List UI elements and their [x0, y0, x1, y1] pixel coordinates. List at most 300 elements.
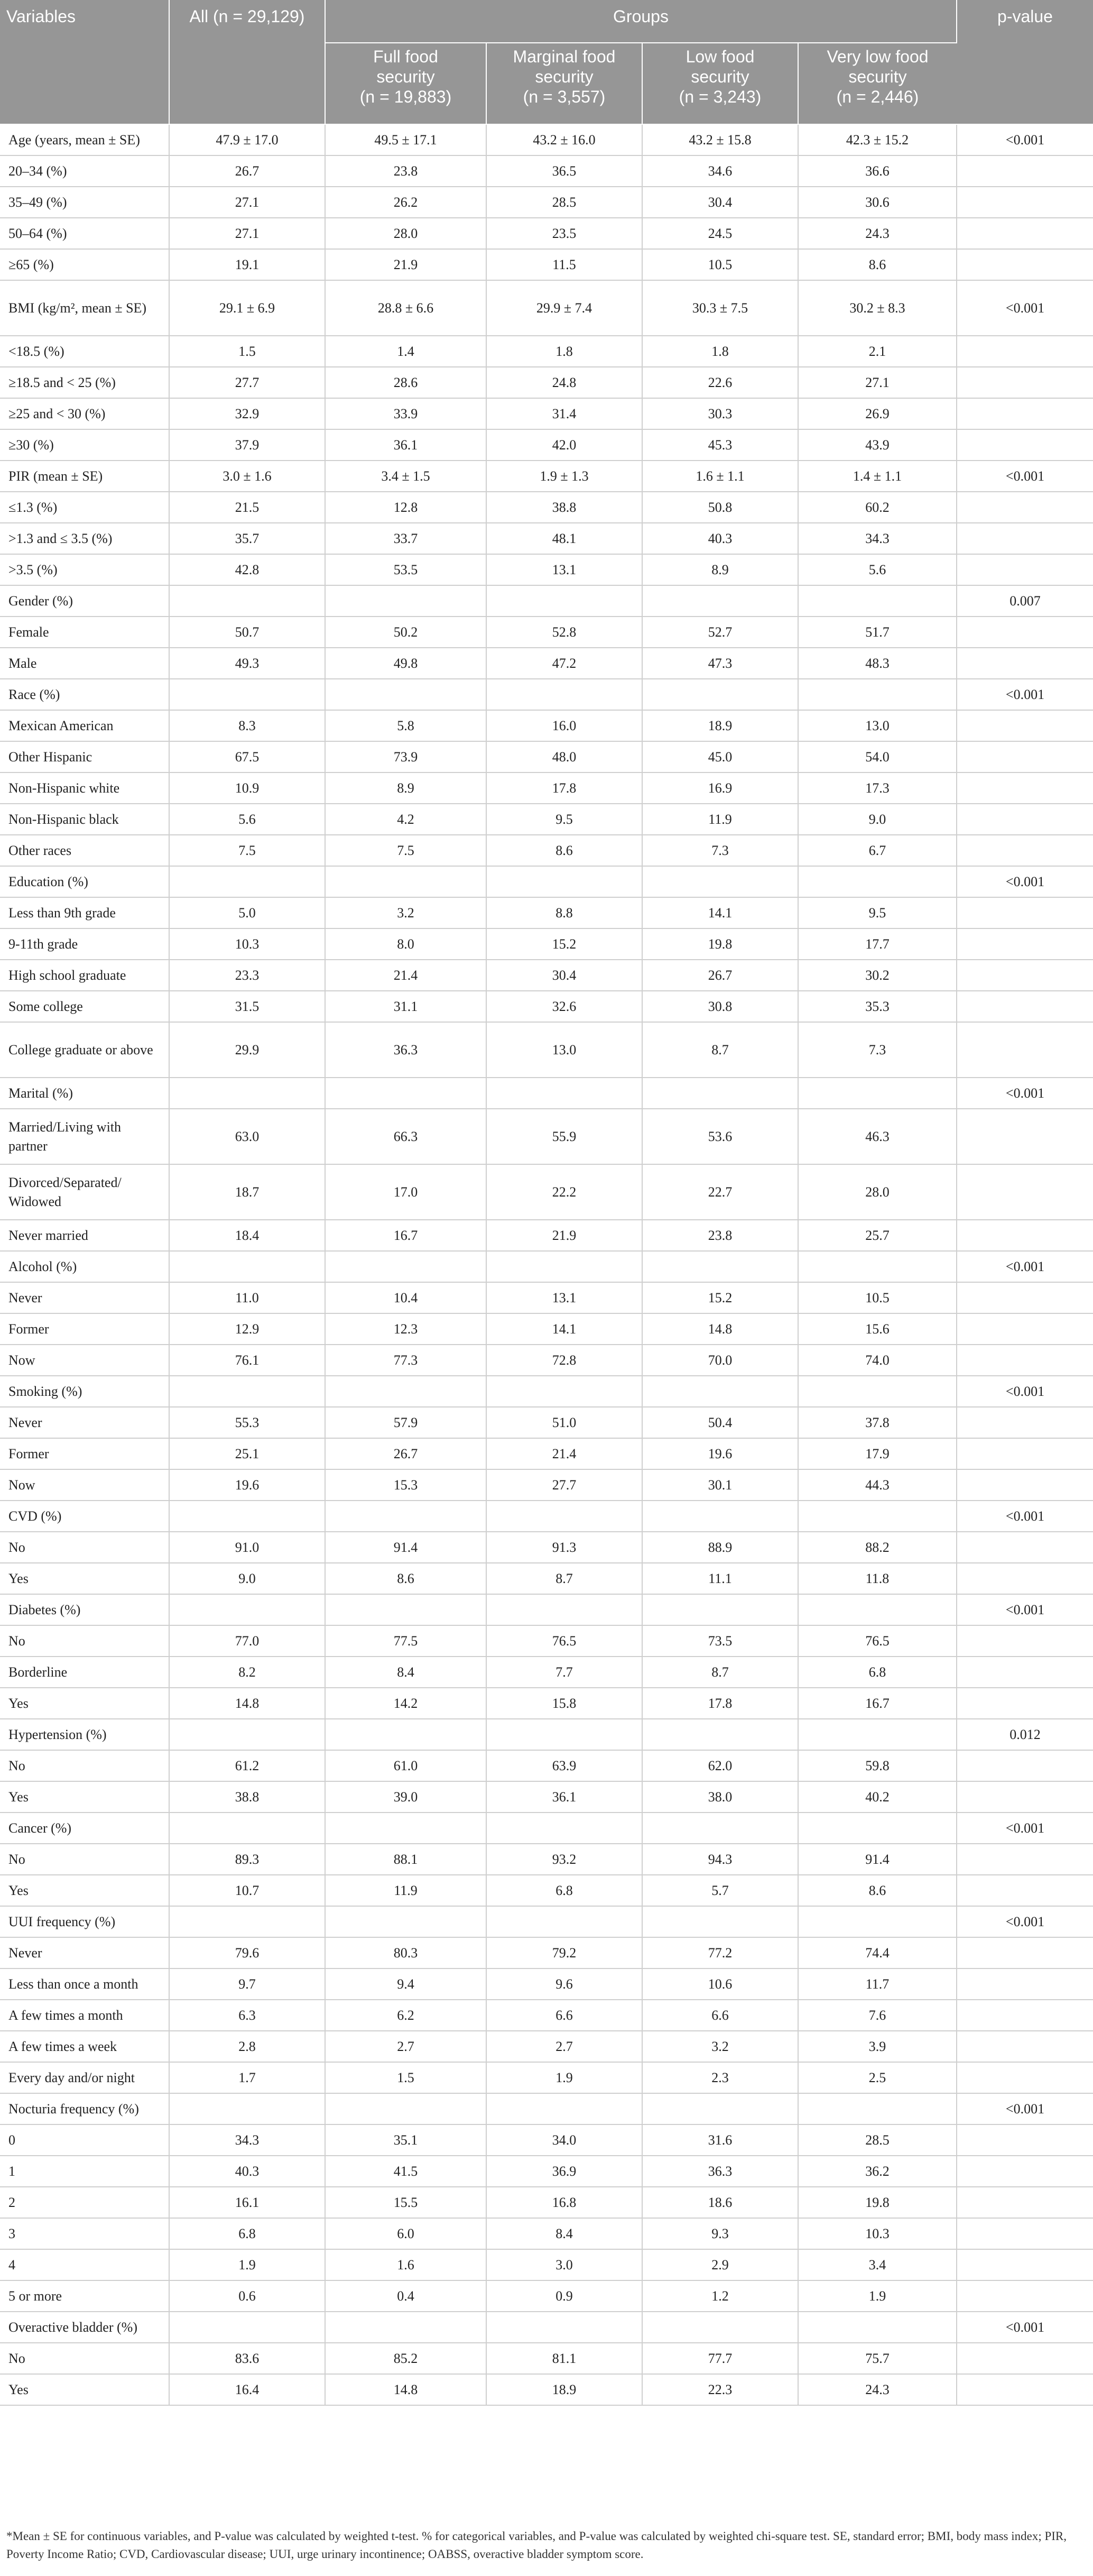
- cell-very-low: 30.2: [798, 960, 957, 991]
- cell-very-low: 26.9: [798, 398, 957, 429]
- row-label: Less than once a month: [0, 1968, 169, 2000]
- cell-very-low: 37.8: [798, 1407, 957, 1438]
- row-label: High school graduate: [0, 960, 169, 991]
- row-label: Smoking (%): [0, 1376, 169, 1407]
- cell-low: [642, 1251, 798, 1282]
- header-verylow-line1: Very low food: [827, 47, 929, 66]
- table-row: [0, 2312, 1093, 2343]
- cell-full: [325, 2312, 486, 2343]
- cell-full: 57.9: [325, 1407, 486, 1438]
- cell-marginal: 79.2: [486, 1937, 642, 1968]
- cell-very-low: 60.2: [798, 492, 957, 523]
- cell-low: 40.3: [642, 523, 798, 554]
- cell-full: 1.4: [325, 336, 486, 367]
- cell-low: 22.7: [642, 1164, 798, 1220]
- cell-marginal: 21.9: [486, 1220, 642, 1251]
- cell-all: [169, 1078, 325, 1109]
- cell-marginal: 76.5: [486, 1625, 642, 1657]
- cell-all: 16.1: [169, 2187, 325, 2218]
- row-label: 0: [0, 2124, 169, 2156]
- row-label: ≥65 (%): [0, 249, 169, 280]
- cell-very-low: 24.3: [798, 218, 957, 249]
- cell-all: 40.3: [169, 2156, 325, 2187]
- cell-marginal: 6.6: [486, 2000, 642, 2031]
- row-label: PIR (mean ± SE): [0, 461, 169, 492]
- cell-marginal: [486, 585, 642, 617]
- cell-very-low: 91.4: [798, 1844, 957, 1875]
- cell-very-low: 9.5: [798, 897, 957, 928]
- cell-all: 42.8: [169, 554, 325, 585]
- cell-p-value: [957, 1282, 1093, 1313]
- row-label: Age (years, mean ± SE): [0, 124, 169, 155]
- header-low-line1: Low food: [686, 47, 755, 66]
- cell-marginal: [486, 1594, 642, 1625]
- cell-full: 53.5: [325, 554, 486, 585]
- cell-full: 0.4: [325, 2280, 486, 2312]
- cell-very-low: 46.3: [798, 1109, 957, 1164]
- cell-p-value: [957, 2062, 1093, 2093]
- cell-p-value: [957, 523, 1093, 554]
- cell-very-low: 76.5: [798, 1625, 957, 1657]
- cell-all: 37.9: [169, 429, 325, 461]
- cell-p-value: <0.001: [957, 2093, 1093, 2124]
- table-row: [0, 2093, 1093, 2124]
- cell-all: 19.6: [169, 1469, 325, 1501]
- table-row: [0, 1078, 1093, 1109]
- row-label: Yes: [0, 1875, 169, 1906]
- cell-p-value: [957, 1532, 1093, 1563]
- cell-p-value: [957, 835, 1093, 866]
- table-row: [0, 1813, 1093, 1844]
- cell-marginal: 13.1: [486, 1282, 642, 1313]
- cell-full: 3.2: [325, 897, 486, 928]
- table-row: [0, 2031, 1093, 2062]
- cell-very-low: 27.1: [798, 367, 957, 398]
- cell-full: 7.5: [325, 835, 486, 866]
- cell-all: 55.3: [169, 1407, 325, 1438]
- cell-low: 43.2 ± 15.8: [642, 124, 798, 155]
- cell-all: [169, 1251, 325, 1282]
- header-marginal-food-security: [486, 43, 642, 124]
- cell-p-value: [957, 187, 1093, 218]
- table-row: [0, 367, 1093, 398]
- cell-all: 10.3: [169, 928, 325, 960]
- header-groups: Groups: [325, 0, 957, 43]
- cell-full: 31.1: [325, 991, 486, 1022]
- cell-p-value: [957, 1937, 1093, 1968]
- table-row: [0, 2374, 1093, 2405]
- table-row: [0, 1781, 1093, 1813]
- cell-all: 10.9: [169, 772, 325, 804]
- cell-low: [642, 679, 798, 710]
- cell-p-value: [957, 804, 1093, 835]
- cell-very-low: 25.7: [798, 1220, 957, 1251]
- cell-marginal: [486, 1251, 642, 1282]
- row-label: Cancer (%): [0, 1813, 169, 1844]
- cell-marginal: [486, 1501, 642, 1532]
- cell-p-value: [957, 772, 1093, 804]
- cell-p-value: [957, 928, 1093, 960]
- cell-very-low: 36.2: [798, 2156, 957, 2187]
- row-label: Never married: [0, 1220, 169, 1251]
- cell-very-low: [798, 1251, 957, 1282]
- row-label: Yes: [0, 1563, 169, 1594]
- cell-very-low: 2.1: [798, 336, 957, 367]
- cell-full: 5.8: [325, 710, 486, 741]
- cell-full: 23.8: [325, 155, 486, 187]
- row-label: BMI (kg/m², mean ± SE): [0, 280, 169, 336]
- cell-marginal: 8.8: [486, 897, 642, 928]
- cell-p-value: [957, 429, 1093, 461]
- table-row: [0, 155, 1093, 187]
- cell-low: 50.8: [642, 492, 798, 523]
- table-row: [0, 679, 1093, 710]
- cell-p-value: [957, 1781, 1093, 1813]
- cell-p-value: 0.007: [957, 585, 1093, 617]
- cell-very-low: 74.4: [798, 1937, 957, 1968]
- cell-all: 27.7: [169, 367, 325, 398]
- cell-p-value: [957, 367, 1093, 398]
- table-row: [0, 1501, 1093, 1532]
- cell-low: 47.3: [642, 648, 798, 679]
- cell-low: 1.6 ± 1.1: [642, 461, 798, 492]
- table-row: [0, 218, 1093, 249]
- table-row: [0, 1594, 1093, 1625]
- cell-marginal: 21.4: [486, 1438, 642, 1469]
- cell-very-low: 8.6: [798, 1875, 957, 1906]
- cell-p-value: [957, 336, 1093, 367]
- row-label: Hypertension (%): [0, 1719, 169, 1750]
- cell-marginal: [486, 866, 642, 897]
- cell-p-value: [957, 1844, 1093, 1875]
- cell-full: [325, 1813, 486, 1844]
- cell-marginal: [486, 1906, 642, 1937]
- table-row: [0, 2062, 1093, 2093]
- cell-very-low: 24.3: [798, 2374, 957, 2405]
- header-full-line2: security: [376, 67, 435, 86]
- table-row: [0, 2124, 1093, 2156]
- cell-p-value: [957, 1164, 1093, 1220]
- table-row: [0, 1625, 1093, 1657]
- cell-all: [169, 1719, 325, 1750]
- cell-full: 50.2: [325, 617, 486, 648]
- cell-low: 52.7: [642, 617, 798, 648]
- table-row: [0, 249, 1093, 280]
- row-label: Every day and/or night: [0, 2062, 169, 2093]
- cell-very-low: [798, 1376, 957, 1407]
- cell-p-value: [957, 2249, 1093, 2280]
- cell-marginal: 36.1: [486, 1781, 642, 1813]
- row-label: Race (%): [0, 679, 169, 710]
- cell-p-value: [957, 2218, 1093, 2249]
- cell-marginal: [486, 2093, 642, 2124]
- cell-marginal: 30.4: [486, 960, 642, 991]
- cell-very-low: [798, 679, 957, 710]
- cell-full: 8.4: [325, 1657, 486, 1688]
- cell-marginal: 8.6: [486, 835, 642, 866]
- header-p-value: p-value: [957, 0, 1093, 124]
- cell-full: 49.5 ± 17.1: [325, 124, 486, 155]
- cell-low: 73.5: [642, 1625, 798, 1657]
- cell-all: [169, 1594, 325, 1625]
- row-label: Gender (%): [0, 585, 169, 617]
- cell-all: [169, 1906, 325, 1937]
- cell-full: [325, 1501, 486, 1532]
- row-label: Now: [0, 1345, 169, 1376]
- cell-marginal: 13.1: [486, 554, 642, 585]
- table-row: [0, 1109, 1093, 1164]
- row-label: 2: [0, 2187, 169, 2218]
- cell-very-low: [798, 2312, 957, 2343]
- cell-low: 10.5: [642, 249, 798, 280]
- cell-low: [642, 1376, 798, 1407]
- cell-marginal: 3.0: [486, 2249, 642, 2280]
- row-label: Nocturia frequency (%): [0, 2093, 169, 2124]
- cell-marginal: 42.0: [486, 429, 642, 461]
- cell-low: 53.6: [642, 1109, 798, 1164]
- table-row: [0, 1376, 1093, 1407]
- cell-all: 16.4: [169, 2374, 325, 2405]
- cell-p-value: <0.001: [957, 1594, 1093, 1625]
- cell-marginal: 31.4: [486, 398, 642, 429]
- row-label: Never: [0, 1937, 169, 1968]
- cell-low: [642, 1594, 798, 1625]
- cell-all: 23.3: [169, 960, 325, 991]
- cell-p-value: [957, 897, 1093, 928]
- table-row: [0, 585, 1093, 617]
- table-row: [0, 1164, 1093, 1220]
- cell-full: 17.0: [325, 1164, 486, 1220]
- cell-low: 19.8: [642, 928, 798, 960]
- table-row: [0, 429, 1093, 461]
- cell-full: 2.7: [325, 2031, 486, 2062]
- cell-low: 36.3: [642, 2156, 798, 2187]
- row-label: >3.5 (%): [0, 554, 169, 585]
- cell-p-value: [957, 1109, 1093, 1164]
- cell-very-low: 8.6: [798, 249, 957, 280]
- cell-low: 10.6: [642, 1968, 798, 2000]
- cell-p-value: [957, 991, 1093, 1022]
- row-label: Other races: [0, 835, 169, 866]
- cell-marginal: 7.7: [486, 1657, 642, 1688]
- cell-marginal: 43.2 ± 16.0: [486, 124, 642, 155]
- cell-all: 67.5: [169, 741, 325, 772]
- table-row: [0, 1407, 1093, 1438]
- cell-low: 62.0: [642, 1750, 798, 1781]
- cell-full: 85.2: [325, 2343, 486, 2374]
- cell-all: 83.6: [169, 2343, 325, 2374]
- cell-p-value: [957, 1750, 1093, 1781]
- table-row: [0, 772, 1093, 804]
- cell-full: 41.5: [325, 2156, 486, 2187]
- cell-p-value: [957, 218, 1093, 249]
- table-row: [0, 1688, 1093, 1719]
- cell-p-value: <0.001: [957, 280, 1093, 336]
- header-marginal-line1: Marginal food: [513, 47, 616, 66]
- cell-very-low: [798, 866, 957, 897]
- cell-p-value: [957, 1469, 1093, 1501]
- row-label: Alcohol (%): [0, 1251, 169, 1282]
- cell-very-low: 75.7: [798, 2343, 957, 2374]
- cell-very-low: 19.8: [798, 2187, 957, 2218]
- cell-marginal: 72.8: [486, 1345, 642, 1376]
- cell-full: 16.7: [325, 1220, 486, 1251]
- cell-full: 28.6: [325, 367, 486, 398]
- cell-marginal: 36.9: [486, 2156, 642, 2187]
- header-verylow-line3: (n = 2,446): [836, 87, 919, 106]
- cell-full: 8.6: [325, 1563, 486, 1594]
- cell-full: [325, 866, 486, 897]
- cell-low: 8.9: [642, 554, 798, 585]
- cell-all: 3.0 ± 1.6: [169, 461, 325, 492]
- cell-marginal: 15.8: [486, 1688, 642, 1719]
- cell-marginal: 52.8: [486, 617, 642, 648]
- cell-marginal: 34.0: [486, 2124, 642, 2156]
- header-full-food-security: [325, 43, 486, 124]
- cell-all: 8.3: [169, 710, 325, 741]
- cell-p-value: <0.001: [957, 679, 1093, 710]
- row-label: Other Hispanic: [0, 741, 169, 772]
- cell-low: 30.8: [642, 991, 798, 1022]
- row-label: 5 or more: [0, 2280, 169, 2312]
- cell-p-value: [957, 741, 1093, 772]
- cell-all: 21.5: [169, 492, 325, 523]
- table-row: [0, 1968, 1093, 2000]
- row-label: A few times a week: [0, 2031, 169, 2062]
- table-row: [0, 1750, 1093, 1781]
- row-label: College graduate or above: [0, 1022, 169, 1078]
- cell-p-value: [957, 1220, 1093, 1251]
- table-row: [0, 554, 1093, 585]
- cell-p-value: <0.001: [957, 1251, 1093, 1282]
- cell-low: 18.9: [642, 710, 798, 741]
- cell-very-low: 43.9: [798, 429, 957, 461]
- cell-full: [325, 585, 486, 617]
- cell-marginal: 27.7: [486, 1469, 642, 1501]
- table-row: [0, 741, 1093, 772]
- cell-all: 26.7: [169, 155, 325, 187]
- cell-marginal: 18.9: [486, 2374, 642, 2405]
- cell-marginal: 11.5: [486, 249, 642, 280]
- cell-p-value: [957, 617, 1093, 648]
- cell-low: [642, 1501, 798, 1532]
- cell-all: 31.5: [169, 991, 325, 1022]
- cell-all: 91.0: [169, 1532, 325, 1563]
- cell-low: 14.1: [642, 897, 798, 928]
- cell-all: 63.0: [169, 1109, 325, 1164]
- row-label: 3: [0, 2218, 169, 2249]
- cell-full: 11.9: [325, 1875, 486, 1906]
- cell-full: [325, 1594, 486, 1625]
- cell-all: 77.0: [169, 1625, 325, 1657]
- cell-low: [642, 2093, 798, 2124]
- cell-p-value: [957, 2280, 1093, 2312]
- cell-very-low: 11.8: [798, 1563, 957, 1594]
- cell-very-low: 7.6: [798, 2000, 957, 2031]
- cell-p-value: [957, 1563, 1093, 1594]
- cell-all: 5.0: [169, 897, 325, 928]
- cell-very-low: [798, 1719, 957, 1750]
- cell-marginal: 47.2: [486, 648, 642, 679]
- cell-marginal: 17.8: [486, 772, 642, 804]
- row-label: Former: [0, 1313, 169, 1345]
- cell-p-value: [957, 2187, 1093, 2218]
- cell-p-value: [957, 1875, 1093, 1906]
- cell-very-low: 74.0: [798, 1345, 957, 1376]
- cell-low: 38.0: [642, 1781, 798, 1813]
- cell-marginal: [486, 2312, 642, 2343]
- table-row: [0, 2187, 1093, 2218]
- cell-full: 26.2: [325, 187, 486, 218]
- table-row: [0, 1220, 1093, 1251]
- cell-p-value: [957, 710, 1093, 741]
- cell-very-low: 30.6: [798, 187, 957, 218]
- cell-very-low: 40.2: [798, 1781, 957, 1813]
- table-row: [0, 1875, 1093, 1906]
- cell-all: 6.3: [169, 2000, 325, 2031]
- cell-marginal: 16.8: [486, 2187, 642, 2218]
- cell-low: 8.7: [642, 1657, 798, 1688]
- cell-full: [325, 1078, 486, 1109]
- cell-low: 30.1: [642, 1469, 798, 1501]
- table-header: [0, 0, 1093, 124]
- cell-low: 30.4: [642, 187, 798, 218]
- cell-marginal: 1.9: [486, 2062, 642, 2093]
- cell-all: [169, 866, 325, 897]
- cell-p-value: [957, 155, 1093, 187]
- row-label: Non-Hispanic white: [0, 772, 169, 804]
- cell-all: 89.3: [169, 1844, 325, 1875]
- cell-all: [169, 1501, 325, 1532]
- table-row: [0, 2156, 1093, 2187]
- row-label: Yes: [0, 2374, 169, 2405]
- cell-low: 9.3: [642, 2218, 798, 2249]
- cell-all: 18.7: [169, 1164, 325, 1220]
- cell-all: 18.4: [169, 1220, 325, 1251]
- cell-very-low: 13.0: [798, 710, 957, 741]
- cell-all: [169, 679, 325, 710]
- cell-very-low: 44.3: [798, 1469, 957, 1501]
- cell-p-value: <0.001: [957, 1078, 1093, 1109]
- cell-full: [325, 1906, 486, 1937]
- table-row: [0, 1251, 1093, 1282]
- row-label: Yes: [0, 1781, 169, 1813]
- cell-p-value: [957, 554, 1093, 585]
- row-label: No: [0, 1532, 169, 1563]
- cell-marginal: [486, 679, 642, 710]
- header-very-low-food-security: [798, 43, 957, 124]
- cell-very-low: [798, 1906, 957, 1937]
- table-row: [0, 124, 1093, 155]
- cell-p-value: <0.001: [957, 1376, 1093, 1407]
- table-row: [0, 648, 1093, 679]
- cell-all: 0.6: [169, 2280, 325, 2312]
- cell-marginal: 22.2: [486, 1164, 642, 1220]
- table-row: [0, 1719, 1093, 1750]
- cell-low: 14.8: [642, 1313, 798, 1345]
- cell-marginal: 28.5: [486, 187, 642, 218]
- cell-p-value: <0.001: [957, 1813, 1093, 1844]
- cell-very-low: 42.3 ± 15.2: [798, 124, 957, 155]
- cell-marginal: 51.0: [486, 1407, 642, 1438]
- cell-full: 15.5: [325, 2187, 486, 2218]
- cell-full: 12.8: [325, 492, 486, 523]
- cell-low: [642, 1078, 798, 1109]
- cell-all: 2.8: [169, 2031, 325, 2062]
- cell-marginal: 93.2: [486, 1844, 642, 1875]
- cell-all: [169, 1813, 325, 1844]
- cell-low: 7.3: [642, 835, 798, 866]
